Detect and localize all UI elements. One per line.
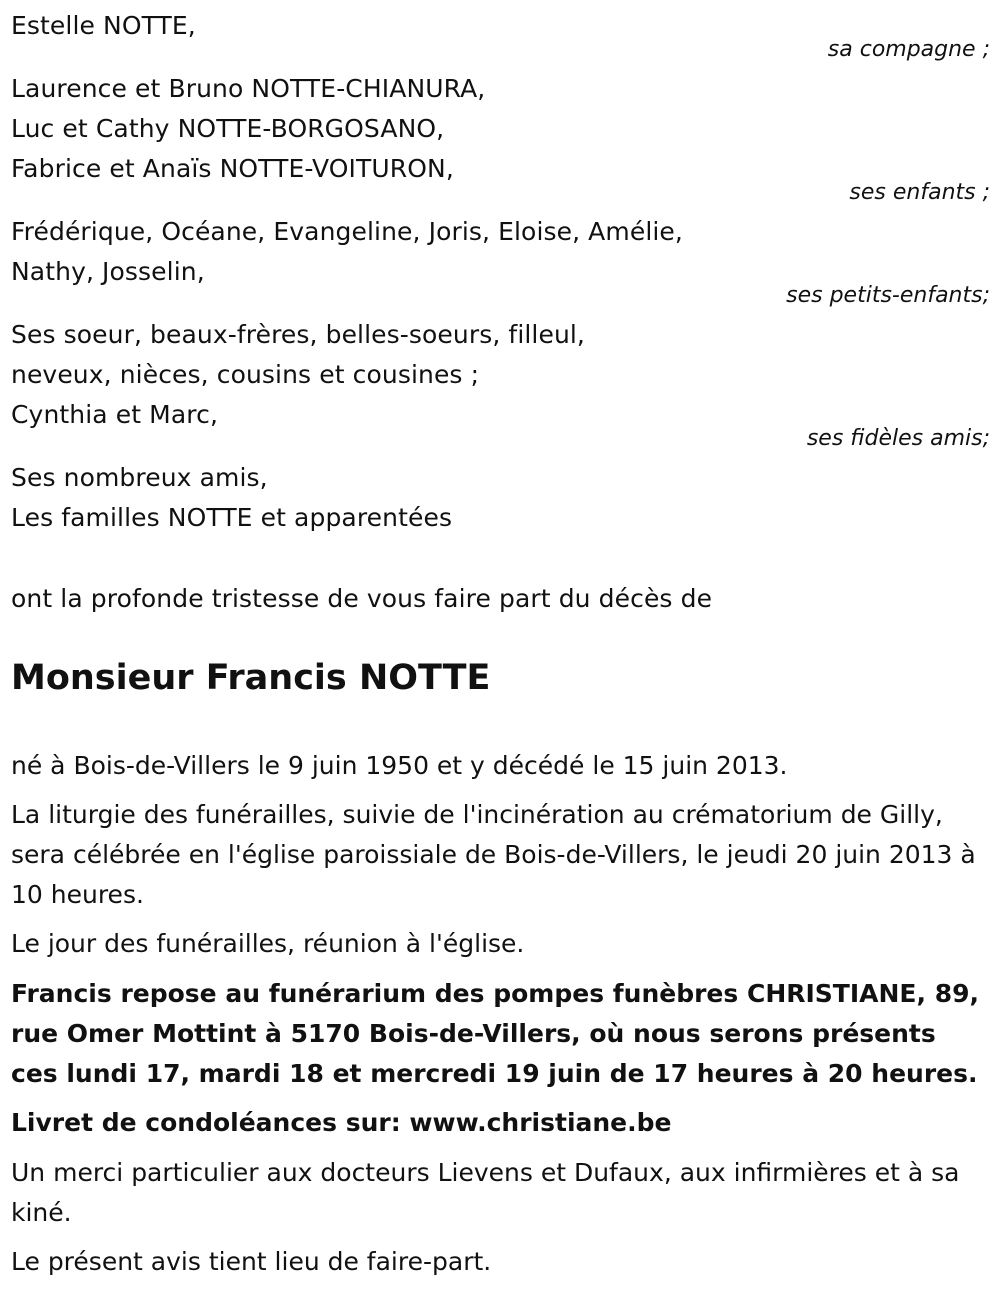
family-line: Les familles NOTTE et apparentées	[11, 503, 453, 532]
deceased-name: Monsieur Francis NOTTE	[11, 658, 491, 698]
family-line: neveux, nièces, cousins et cousines ;	[11, 360, 480, 389]
relation-label: ses fidèles amis;	[806, 426, 990, 451]
birth-death-dates: né à Bois-de-Villers le 9 juin 1950 et y décédé le 15 juin 2013.	[11, 751, 788, 780]
family-line: Nathy, Josselin,	[11, 257, 205, 286]
family-line: Cynthia et Marc,	[11, 400, 218, 429]
family-line: Estelle NOTTE,	[11, 11, 196, 40]
relation-label: ses petits-enfants;	[786, 283, 990, 308]
relation-label: ses enfants ;	[849, 180, 990, 205]
thanks-paragraph: Un merci particulier aux docteurs Lievens et Dufaux, aux infirmières et à sa kiné.	[11, 1158, 960, 1227]
family-line: Ses soeur, beaux-frères, belles-soeurs, filleul,	[11, 320, 585, 349]
relation-label: sa compagne ;	[827, 37, 990, 62]
notice-paragraph: Le présent avis tient lieu de faire-part.	[11, 1247, 492, 1276]
family-line: Frédérique, Océane, Evangeline, Joris, Eloise, Amélie,	[11, 217, 683, 246]
family-line: Ses nombreux amis,	[11, 463, 268, 492]
liturgy-paragraph: La liturgie des funérailles, suivie de l'incinération au crématorium de Gilly, sera célébrée en l'église paroissiale de Bois-de-Villers, le jeudi 20 juin 2013 à 10 heures.	[11, 800, 976, 909]
family-line: Fabrice et Anaïs NOTTE-VOITURON,	[11, 154, 454, 183]
announcement-text: ont la profonde tristesse de vous faire part du décès de	[11, 584, 713, 613]
funerarium-paragraph: Francis repose au funérarium des pompes funèbres CHRISTIANE, 89, rue Omer Mottint à 5170 Bois-de-Villers, où nous serons présents ces lundi 17, mardi 18 et mercredi 19 juin de 17 heures à 20 heures.	[11, 979, 979, 1088]
condolences-link-text: Livret de condoléances sur: www.christiane.be	[11, 1108, 672, 1137]
gathering-paragraph: Le jour des funérailles, réunion à l'église.	[11, 929, 525, 958]
family-line: Luc et Cathy NOTTE-BORGOSANO,	[11, 114, 445, 143]
family-line: Laurence et Bruno NOTTE-CHIANURA,	[11, 74, 486, 103]
